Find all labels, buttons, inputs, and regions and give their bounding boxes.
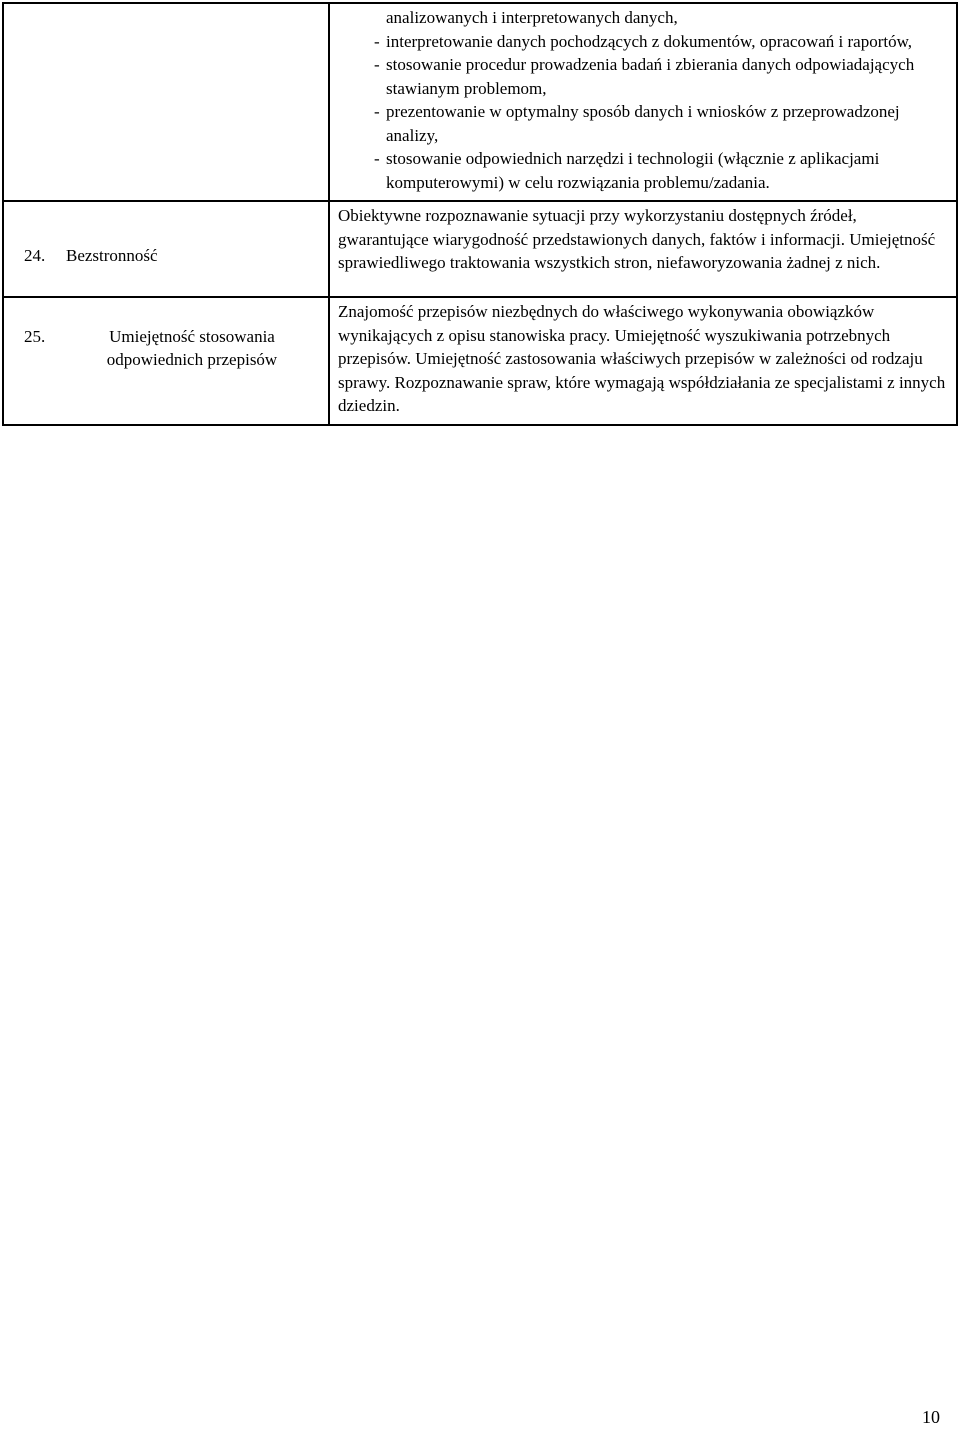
table-row [3,3,957,201]
competence-description-cell [329,297,957,425]
list-item-text: stosowanie odpowiednich narzędzi i technologii (włącznie z aplikacjami komputerowymi) w celu rozwiązania problemu/zadania. [386,149,880,192]
competence-description: Znajomość przepisów niezbędnych do właściwego wykonywania obowiązków wynikających z opisu stanowiska pracy. Umiejętność wyszukiwania potrzebnych przepisów. Umiejętność zastosowania właściwych przepisów w zależności od rodzaju sprawy. Rozpoznawanie spraw, które wymagają współdziałania ze specjalistami z innych dziedzin. [338,302,946,415]
list-item [338,147,950,194]
competence-description: Obiektywne rozpoznawanie sytuacji przy wykorzystaniu dostępnych źródeł, gwarantujące wiarygodność przedstawionych danych, faktów i informacji. Umiejętność sprawiedliwego traktowania wszystkich stron, niefaworyzowania żadnej z nich. [338,206,936,272]
competence-title [24,244,318,268]
competency-table [2,2,958,426]
list-item-text: stosowanie procedur prowadzenia badań i zbierania danych odpowiadających stawianym problemom, [386,55,915,98]
list-item-text: prezentowanie w optymalny sposób danych i wniosków z przeprowadzonej analizy, [386,102,900,145]
bullet-dash: - [374,55,380,74]
list-item [338,53,950,100]
skills-bullet-list [338,30,950,195]
bullet-dash: - [374,149,380,168]
competence-description-cell [329,201,957,297]
list-item-text: interpretowanie danych pochodzących z dokumentów, opracowań i raportów, [386,31,913,51]
bullet-dash: - [374,102,380,121]
row-number: 24. [24,246,46,266]
page-number: 10 [922,1407,940,1427]
row-number: 25. [24,326,46,346]
competence-title [24,325,318,372]
bullet-dash: - [374,31,380,51]
competence-name-cell [3,297,329,425]
continuation-line: analizowanych i interpretowanych danych, [386,8,678,27]
table-row [3,201,957,297]
competence-name: Bezstronność [66,246,158,266]
skills-description-cell [329,3,957,201]
list-item [338,100,950,147]
competence-name: Umiejętność stosowania odpowiednich przepisów [106,326,278,369]
competence-name-cell [3,201,329,297]
list-item [338,30,950,54]
table-row [3,297,957,425]
empty-left-cell [3,3,329,201]
